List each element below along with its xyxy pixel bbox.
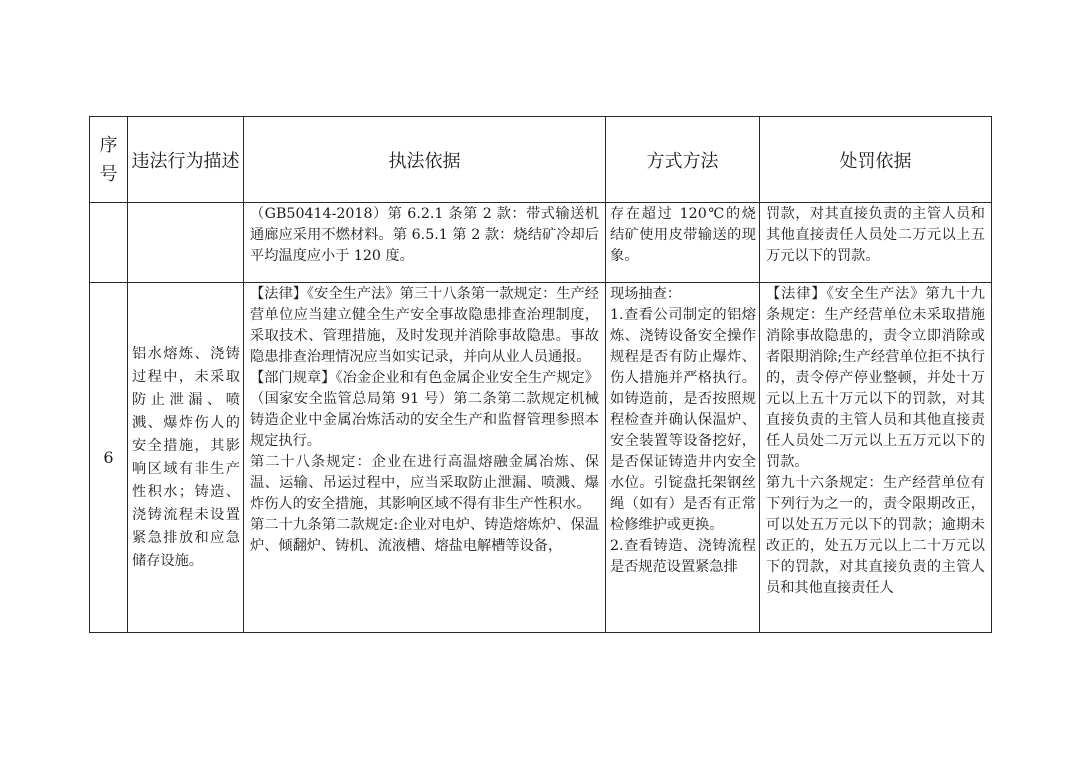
row6-penalty-cell (760, 283, 992, 633)
cont-basis-cell (244, 203, 606, 283)
table-header-row (90, 117, 992, 203)
row6-desc-text: 铝水熔炼、浇铸过程中，未采取防止泄漏、喷溅、爆炸伤人的安全措施，其影响区域有非生产性积水；铸造、浇铸流程未设置紧急排放和应急储存设施。 (132, 345, 240, 569)
row6-method-cell (606, 283, 760, 633)
row6-no-cell (90, 283, 128, 633)
row6-method-para: 2.查看铸造、浇铸流程是否规范设置紧急排 (610, 538, 756, 575)
cont-penalty-cell (760, 203, 992, 283)
cont-method-text: 存在超过 120℃的烧结矿使用皮带输送的现象。 (610, 206, 756, 264)
enforcement-table (89, 116, 992, 633)
header-desc (128, 117, 244, 203)
table-row-6 (90, 283, 992, 633)
cont-penalty-text: 罚款，对其直接负责的主管人员和其他直接责任人员处二万元以上五万元以下的罚款。 (766, 206, 985, 264)
row6-basis-para: 第二十八条规定：企业在进行高温熔融金属冶炼、保温、运输、吊运过程中，应当采取防止泄漏、喷溅、爆炸伤人的安全措施，其影响区域不得有非生产性积水。 (250, 454, 599, 512)
row6-desc-cell (128, 283, 244, 633)
header-basis (244, 117, 606, 203)
header-penalty (760, 117, 992, 203)
row6-penalty-para: 第九十六条规定：生产经营单位有下列行为之一的，责令限期改正，可以处五万元以下的罚款；逾期未改正的，处五万元以上二十万元以下的罚款，对其直接负责的主管人员和其他直接责任人 (766, 475, 985, 596)
header-no-label: 序 号 (99, 134, 118, 185)
cont-desc-cell (128, 203, 244, 283)
header-penalty-label: 处罚依据 (839, 150, 912, 172)
header-no (90, 117, 128, 203)
header-method-label: 方式方法 (646, 150, 719, 172)
row6-basis-para: 【法律】《安全生产法》第三十八条第一款规定：生产经营单位应当建立健全生产安全事故隐患排查治理制度，采取技术、管理措施，及时发现并消除事故隐患。事故隐患排查治理情况应当如实记录，并向从业人员通报。 (250, 286, 599, 365)
cont-no-cell (90, 203, 128, 283)
row6-basis-cell (244, 283, 606, 633)
cont-basis-text: （GB50414-2018）第 6.2.1 条第 2 款：带式输送机通廊应采用不燃材料。第 6.5.1 第 2 款：烧结矿冷却后平均温度应小于 120 度。 (250, 206, 599, 264)
header-method (606, 117, 760, 203)
row6-method-para: 1.查看公司制定的铝熔炼、浇铸设备安全操作规程是否有防止爆炸、伤人措施并严格执行。如铸造前，是否按照规程检查并确认保温炉、安全装置等设备挖好，是否保证铸造井内安全水位。引锭盘托架钢丝绳（如有）是否有正常检修维护或更换。 (610, 307, 756, 533)
row6-penalty-para: 【法律】《安全生产法》第九十九条规定：生产经营单位未采取措施消除事故隐患的，责令立即消除或者限期消除;生产经营单位拒不执行的，责令停产停业整顿，并处十万元以上五十万元以下的罚款，对其直接负责的主管人员和其他直接责任人员处二万元以上五万元以下的罚款。 (766, 286, 985, 470)
header-desc-label: 违法行为描述 (131, 150, 240, 172)
cont-method-cell (606, 203, 760, 283)
row6-no: 6 (103, 448, 114, 467)
row6-basis-para: 第二十九条第二款规定:企业对电炉、铸造熔炼炉、保温炉、倾翻炉、铸机、流液槽、熔盐电解槽等设备， (250, 517, 599, 554)
header-basis-label: 执法依据 (388, 150, 461, 172)
row6-method-para: 现场抽查： (610, 286, 681, 302)
table-row-continued (90, 203, 992, 283)
row6-basis-para: 【部门规章】《冶金企业和有色金属企业安全生产规定》（国家安全监管总局第 91 号）第二条第二款规定机械铸造企业中金属冶炼活动的安全生产和监督管理参照本规定执行。 (250, 370, 599, 449)
